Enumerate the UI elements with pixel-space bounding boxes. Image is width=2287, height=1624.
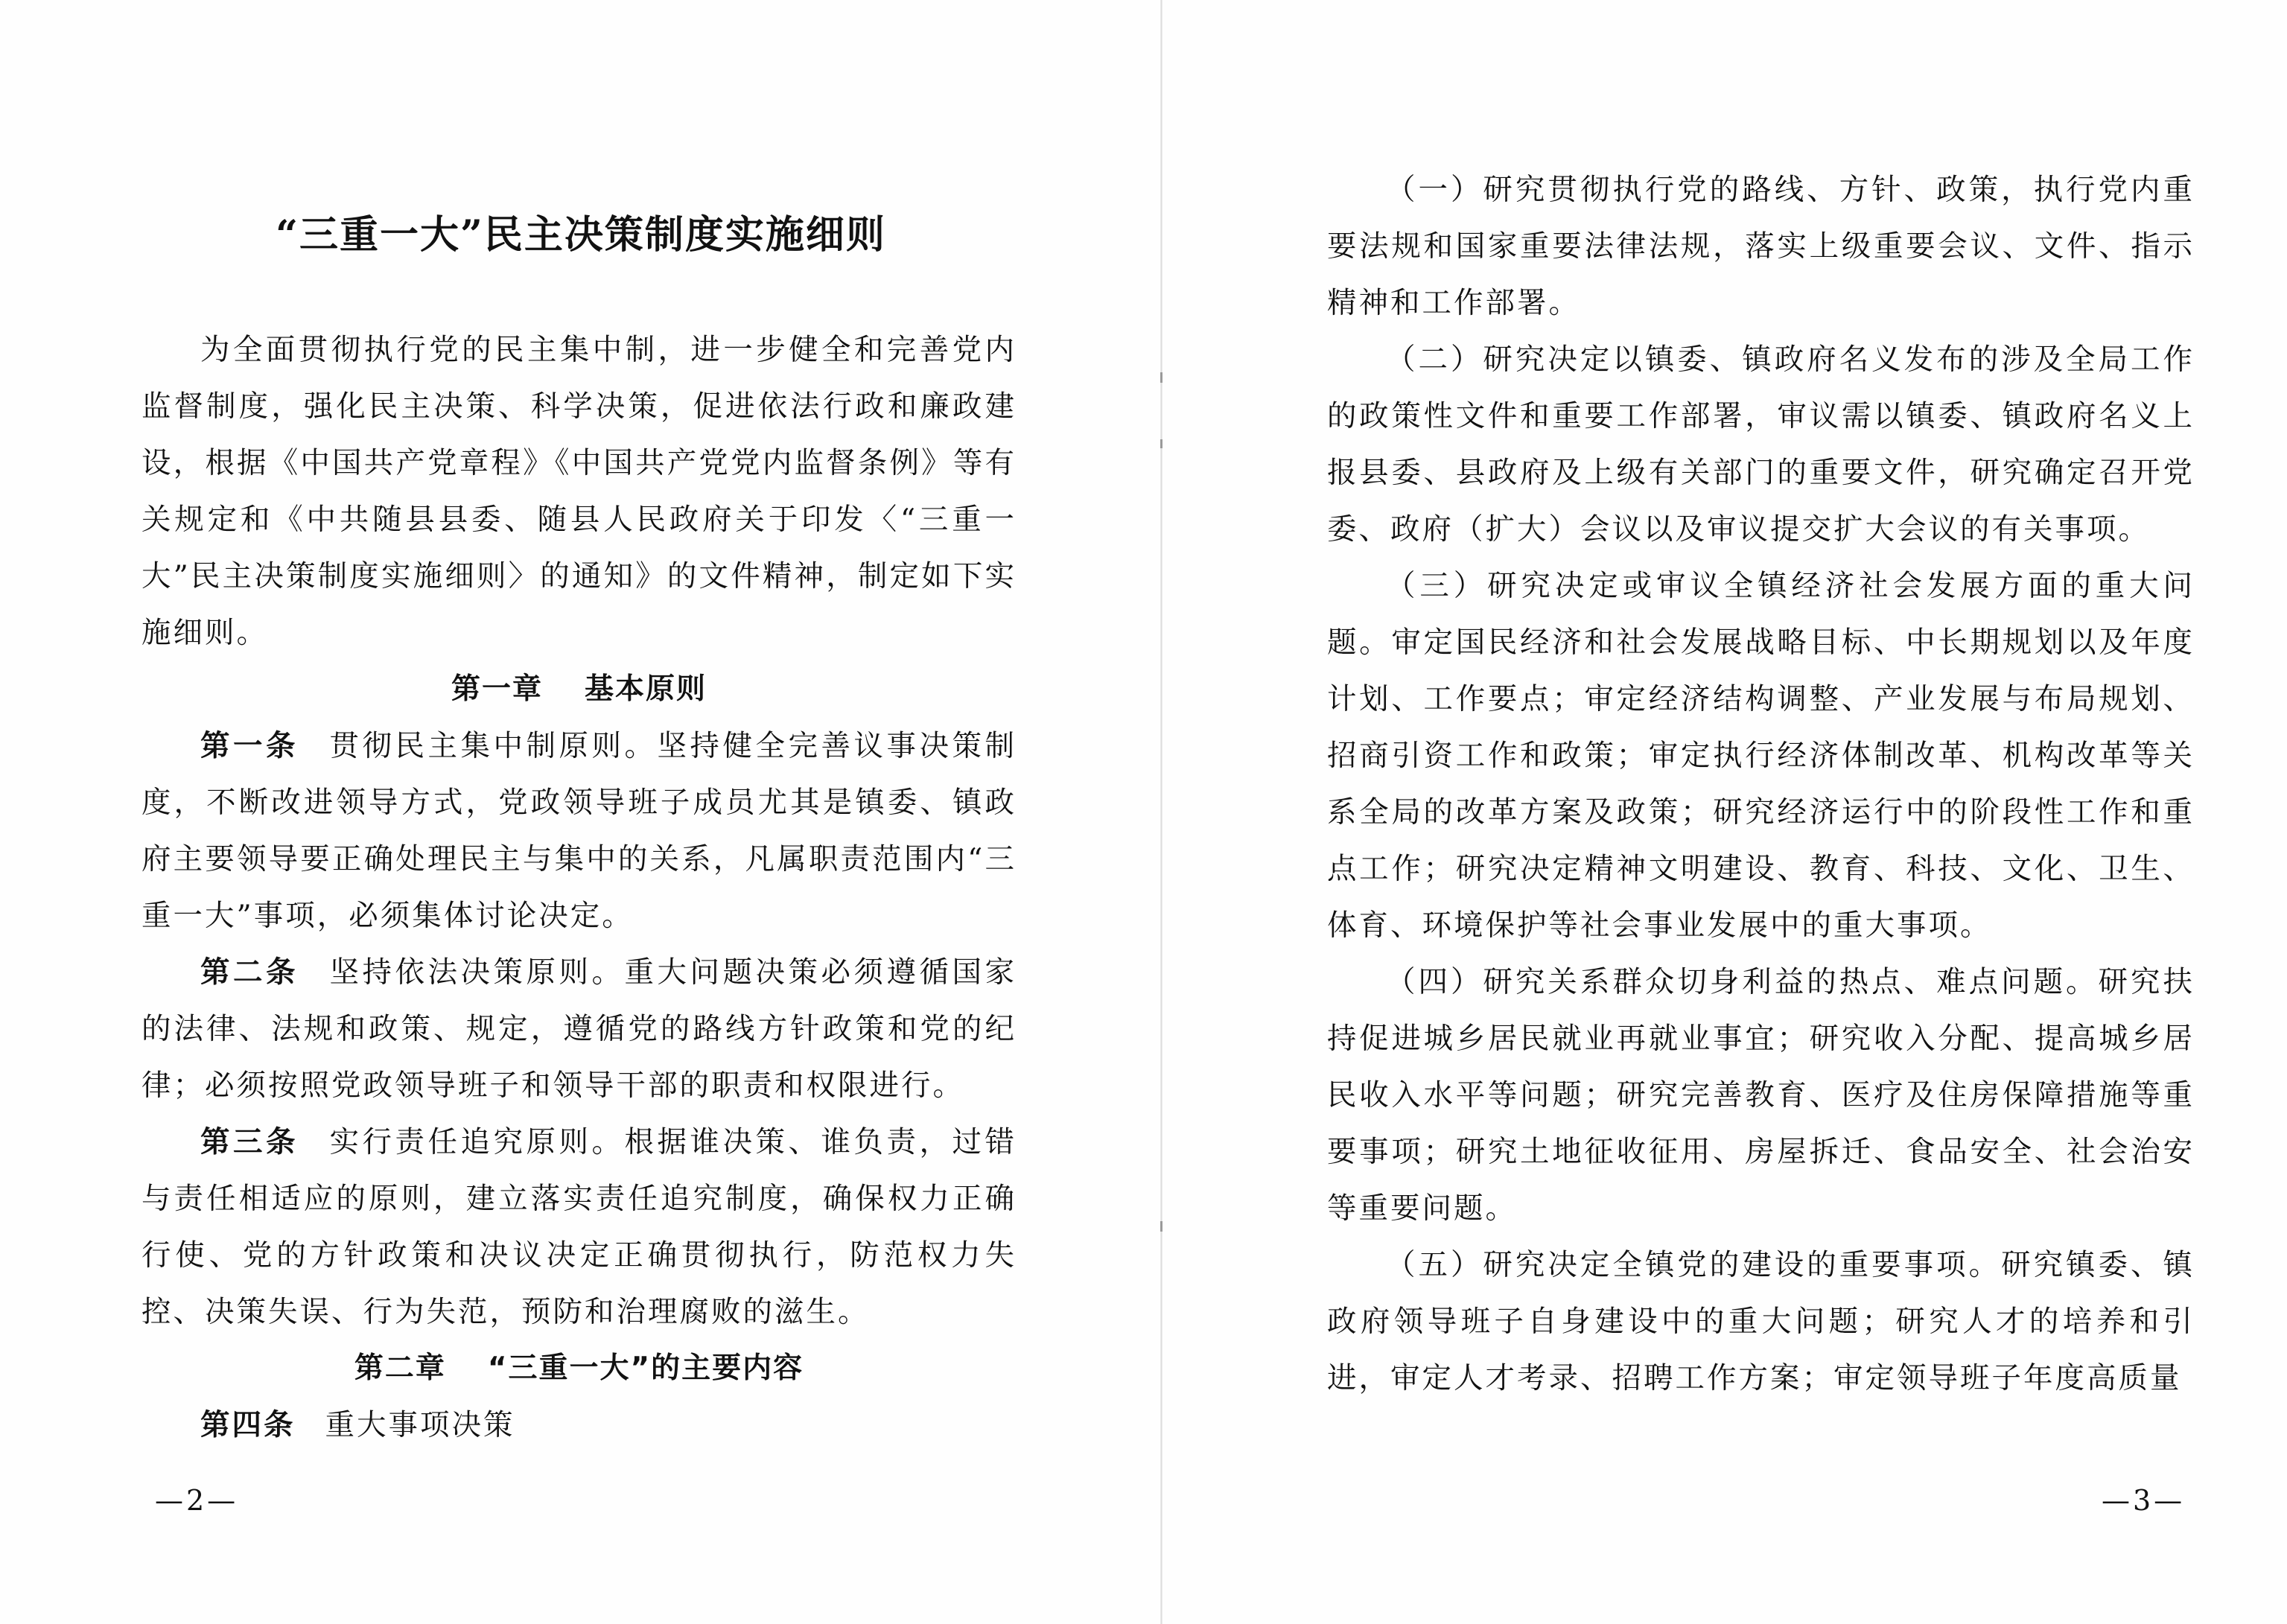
item-4-paragraph: （四）研究关系群众切身利益的热点、难点问题。研究扶持促进城乡居民就业再就业事宜；研究收入分配、提高城乡居民收入水平等问题；研究完善教育、医疗及住房保障措施等重要事项；研究土地征收征用、房屋拆迁、食品安全、社会治安等重要问题。	[1327, 965, 2195, 1226]
item-3-paragraph: （三）研究决定或审议全镇经济社会发展方面的重大问题。审定国民经济和社会发展战略目标、中长期规划以及年度计划、工作要点；审定经济结构调整、产业发展与布局规划、招商引资工作和政策；审定执行经济体制改革、机构改革等关系全局的改革方案及政策；研究经济运行中的阶段性工作和重点工作；研究决定精神文明建设、教育、科技、文化、卫生、体育、环境保护等社会事业发展中的重大事项。	[1327, 569, 2195, 943]
article-2-paragraph	[141, 944, 1017, 1114]
article-3-text: 实行责任追究原则。根据谁决策、谁负责，过错与责任相适应的原则，建立落实责任追究制度，确保权力正确行使、党的方针政策和决议决定正确贯彻执行，防范权力失控、决策失误、行为失范，预防和治理腐败的滋生。	[141, 1125, 1017, 1329]
article-3-paragraph	[141, 1114, 1017, 1340]
article-3-label: 第三条	[200, 1125, 299, 1159]
page-right	[1162, 0, 2287, 1624]
article-2-text: 坚持依法决策原则。重大问题决策必须遵循国家的法律、法规和政策、规定，遵循党的路线方针政策和党的纪律；必须按照党政领导班子和领导干部的职责和权限进行。	[141, 955, 1017, 1103]
item-1-paragraph: （一）研究贯彻执行党的路线、方针、政策，执行党内重要法规和国家重要法律法规，落实上级重要会议、文件、指示精神和工作部署。	[1327, 173, 2195, 320]
article-1-label: 第一条	[200, 729, 299, 763]
chapter-1-number: 第一章	[451, 672, 543, 706]
document-title: “三重一大”民主决策制度实施细则	[276, 212, 886, 258]
article-2-label: 第二条	[200, 955, 299, 990]
chapter-2-heading	[141, 1340, 1017, 1397]
chapter-1-title: 基本原则	[585, 672, 707, 706]
article-1-text: 贯彻民主集中制原则。坚持健全完善议事决策制度，不断改进领导方式，党政领导班子成员尤其是镇委、镇政府主要领导要正确处理民主与集中的关系，凡属职责范围内“三重一大”事项，必须集体讨论决定。	[141, 729, 1017, 933]
page-number-right: —3—	[2102, 1484, 2186, 1517]
article-4-text: 重大事项决策	[325, 1408, 515, 1442]
preamble-paragraph: 为全面贯彻执行党的民主集中制，进一步健全和完善党内监督制度，强化民主决策、科学决策，促进依法行政和廉政建设，根据《中国共产党章程》《中国共产党党内监督条例》等有关规定和《中共随县县委、随县人民政府关于印发〈“三重一大”民主决策制度实施细则〉的通知》的文件精神，制定如下实施细则。	[141, 333, 1017, 650]
page-number-left: —2—	[155, 1484, 239, 1517]
article-4-label: 第四条	[200, 1408, 296, 1442]
chapter-2-title: “三重一大”的主要内容	[487, 1351, 804, 1385]
article-1-paragraph	[141, 718, 1017, 944]
chapter-2-number: 第二章	[354, 1351, 446, 1385]
item-5-paragraph: （五）研究决定全镇党的建设的重要事项。研究镇委、镇政府领导班子自身建设中的重大问题；研究人才的培养和引进，审定人才考录、招聘工作方案；审定领导班子年度高质量	[1327, 1248, 2195, 1395]
chapter-1-heading	[141, 661, 1017, 718]
right-body-text	[1327, 162, 2195, 1407]
item-2-paragraph: （二）研究决定以镇委、镇政府名义发布的涉及全局工作的政策性文件和重要工作部署，审议需以镇委、镇政府名义上报县委、县政府及上级有关部门的重要文件，研究确定召开党委、政府（扩大）会议以及审议提交扩大会议的有关事项。	[1327, 343, 2195, 547]
left-body-text	[141, 322, 1017, 1453]
article-4-paragraph	[141, 1397, 1017, 1453]
